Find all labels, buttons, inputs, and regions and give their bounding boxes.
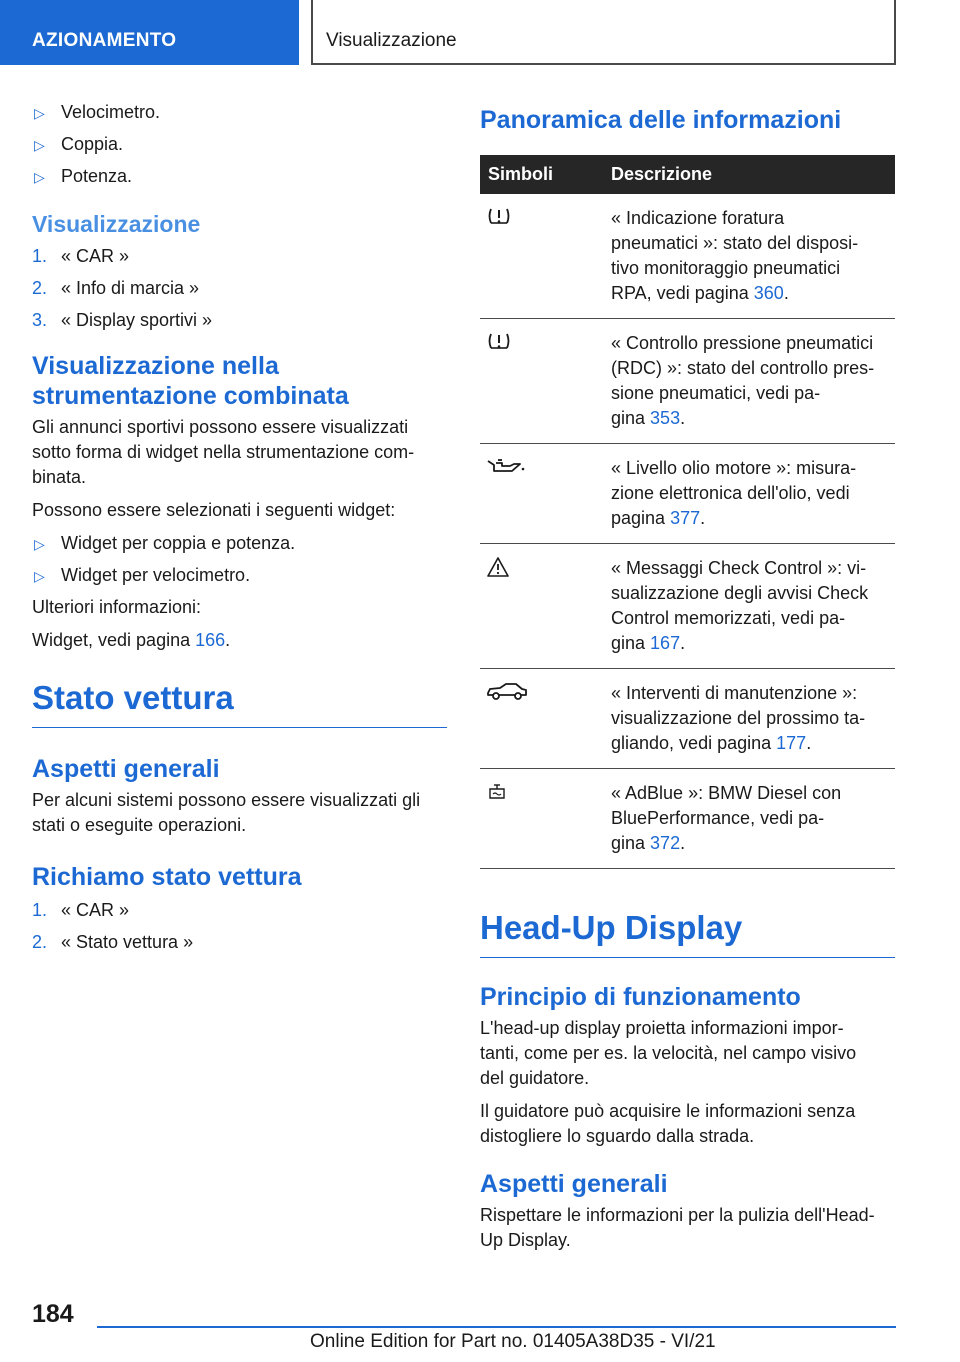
paragraph: Ulteriori informazioni: [32, 597, 202, 617]
paragraph: Rispettare le informazioni per la pulizia dell'Head- Up Display. [480, 1205, 875, 1250]
heading-panoramica: Panoramica delle informazioni [480, 106, 842, 134]
description-cell: « Controllo pressione pneumatici (RDC) »: stato del controllo pres- sione pneumatici, vedi pa- gina 353. [603, 319, 895, 444]
paragraph: Per alcuni sistemi possono essere visualizzati gli stati o eseguite operazioni. [32, 790, 421, 835]
column-header-simboli: Simboli [480, 155, 603, 194]
left-column [32, 100, 447, 962]
adblue-icon [486, 781, 508, 801]
page-link[interactable]: 353 [650, 408, 681, 428]
paragraph: Widget, vedi pagina 166. [32, 630, 231, 650]
oil-can-icon [486, 456, 526, 476]
table-header-row [480, 155, 895, 194]
heading-strumentazione-combinata: Visualizzazione nella strumentazione combinata [32, 352, 349, 410]
table-row [480, 319, 895, 444]
description-cell: « Livello olio motore »: misura- zione elettronica dell'olio, vedi pagina 377. [603, 444, 895, 544]
table-row [480, 669, 895, 769]
list-item: ▷ Widget per velocimetro. [32, 563, 447, 588]
table-row [480, 544, 895, 669]
heading-stato-vettura: Stato vettura [32, 679, 447, 728]
description-cell: « AdBlue »: BMW Diesel con BluePerformance, vedi pa- gina 372. [603, 769, 895, 869]
list-item: 2. « Stato vettura » [32, 932, 194, 952]
bullet-triangle-icon: ▷ [34, 536, 45, 552]
footer-divider [97, 1326, 896, 1328]
paragraph: L'head-up display proietta informazioni impor- tanti, come per es. la velocità, nel campo visivo del guidatore. [480, 1018, 857, 1088]
list-item: 1. « CAR » [32, 246, 130, 266]
edition-note: Online Edition for Part no. 01405A38D35 - VI/21 [310, 1331, 716, 1352]
description-cell: « Messaggi Check Control »: vi- sualizzazione degli avvisi Check Control memorizzati, vedi pa- gina 167. [603, 544, 895, 669]
symbol-cell [480, 194, 603, 319]
symbol-cell [480, 669, 603, 769]
list-item: 3. « Display sportivi » [32, 310, 213, 330]
page-link[interactable]: 372 [650, 833, 681, 853]
chapter-tab [311, 0, 896, 65]
list-item: 1. « CAR » [32, 900, 130, 920]
warning-triangle-icon [486, 556, 510, 578]
widget-bullet-list [32, 531, 447, 588]
paragraph: Gli annunci sportivi possono essere visualizzati sotto forma di widget nella strumentazione com- binata. [32, 417, 415, 487]
list-item: 2. « Info di marcia » [32, 278, 200, 298]
symbol-cell [480, 319, 603, 444]
table-row [480, 194, 895, 319]
tire-pressure-icon [486, 206, 512, 226]
section-tab [0, 0, 299, 65]
right-column [480, 100, 895, 1261]
visualizzazione-steps [32, 244, 447, 333]
bullet-triangle-icon: ▷ [34, 568, 45, 584]
bullet-triangle-icon: ▷ [34, 169, 45, 185]
symbols-table [480, 155, 895, 869]
heading-principio-funzionamento: Principio di funzionamento [480, 983, 801, 1011]
page-link[interactable]: 177 [776, 733, 807, 753]
bullet-triangle-icon: ▷ [34, 105, 45, 121]
page-link[interactable]: 377 [670, 508, 701, 528]
page-link[interactable]: 166 [195, 630, 226, 650]
symbol-cell [480, 769, 603, 869]
heading-aspetti-generali-hud: Aspetti generali [480, 1170, 668, 1198]
list-item: ▷ Velocimetro. [32, 100, 447, 125]
page-number: 184 [32, 1300, 74, 1328]
description-cell: « Interventi di manutenzione »: visualizzazione del prossimo ta- gliando, vedi pagina 177. [603, 669, 895, 769]
page-link[interactable]: 167 [650, 633, 681, 653]
table-row [480, 444, 895, 544]
description-cell: « Indicazione foratura pneumatici »: stato del disposi- tivo monitoraggio pneumatici RPA, vedi pagina 360. [603, 194, 895, 319]
richiamo-steps [32, 898, 447, 955]
list-item: ▷ Coppia. [32, 132, 447, 157]
list-item: ▷ Widget per coppia e potenza. [32, 531, 447, 556]
heading-aspetti-generali: Aspetti generali [32, 755, 220, 783]
table-row [480, 769, 895, 869]
paragraph: Il guidatore può acquisire le informazioni senza distogliere lo sguardo dalla strada. [480, 1101, 856, 1146]
heading-visualizzazione: Visualizzazione [32, 211, 201, 237]
section-title: AZIONAMENTO [32, 30, 177, 51]
top-bullet-list [32, 100, 447, 189]
column-header-descrizione: Descrizione [603, 155, 895, 194]
heading-richiamo-stato-vettura: Richiamo stato vettura [32, 863, 302, 891]
symbol-cell [480, 444, 603, 544]
heading-head-up-display: Head-Up Display [480, 909, 895, 958]
list-item: ▷ Potenza. [32, 164, 447, 189]
car-service-icon [486, 681, 528, 701]
bullet-triangle-icon: ▷ [34, 137, 45, 153]
symbol-cell [480, 544, 603, 669]
paragraph: Possono essere selezionati i seguenti widget: [32, 500, 396, 520]
tire-pressure-icon [486, 331, 512, 351]
page-link[interactable]: 360 [753, 283, 784, 303]
chapter-title: Visualizzazione [326, 30, 457, 51]
